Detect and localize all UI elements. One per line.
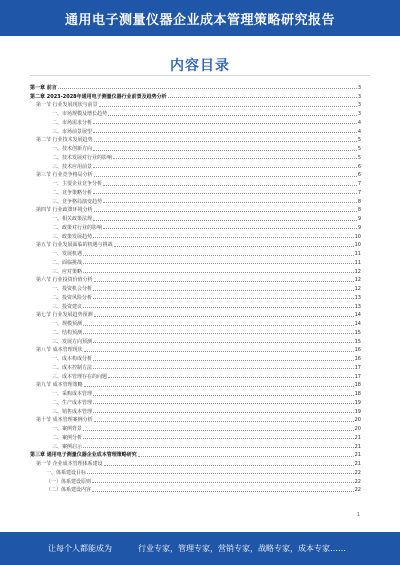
toc-entry[interactable] bbox=[30, 82, 361, 91]
toc-entry-page: 19 bbox=[354, 399, 361, 406]
toc-entry-title: 二、投资风险分析 bbox=[52, 294, 93, 301]
toc-entry-page: 16 bbox=[354, 347, 361, 354]
toc-entry-title: 第四节 行业政策环境分析 bbox=[36, 207, 93, 214]
toc-entry-title: 二、市场需求分析 bbox=[52, 119, 93, 126]
toc-leader-dots bbox=[83, 438, 354, 439]
toc-entry-title: 二、结构预测 bbox=[52, 329, 83, 336]
toc-entry-page: 14 bbox=[354, 321, 361, 327]
toc-entry-page: 10 bbox=[354, 242, 361, 249]
toc-entry-title: 三、投资建议 bbox=[52, 303, 83, 310]
toc-entry-title: 三、发展方向预测 bbox=[52, 338, 93, 345]
toc-leader-dots bbox=[138, 456, 354, 457]
toc-leader-dots bbox=[93, 403, 354, 404]
toc-entry[interactable] bbox=[30, 476, 361, 485]
toc-entry-page: 22 bbox=[354, 487, 361, 494]
toc-entry[interactable] bbox=[30, 310, 361, 319]
toc-entry-page: 8 bbox=[357, 198, 361, 205]
toc-entry-title: 第一章 前言 bbox=[30, 84, 57, 91]
toc-entry-page: 3 bbox=[357, 84, 361, 91]
toc-entry-page: 3 bbox=[357, 102, 361, 109]
toc-entry[interactable] bbox=[30, 117, 361, 126]
toc-leader-dots bbox=[94, 421, 354, 422]
toc-entry-page: 5 bbox=[357, 137, 361, 144]
footer-bar bbox=[0, 532, 400, 565]
toc-entry-page: 3 bbox=[357, 111, 361, 117]
toc-entry[interactable] bbox=[30, 336, 361, 345]
toc-entry-title: 一、规模预测 bbox=[52, 321, 83, 327]
toc-entry-page: 13 bbox=[354, 303, 361, 310]
toc-entry-page: 9 bbox=[357, 216, 361, 222]
toc-entry-title: 三、成本管理存在的问题 bbox=[52, 373, 108, 380]
toc-entry[interactable] bbox=[30, 126, 361, 135]
footer-slogan-right: 行业专家，管理专家，营销专家，战略专家，成本专家…… bbox=[138, 544, 346, 553]
toc-entry-title: （二）体系建设内容 bbox=[46, 487, 92, 494]
toc-entry-title: 第三章 通用电子测量仪器企业成本管理策略研究 bbox=[30, 452, 137, 459]
toc-entry-title: 第一节 企业成本管理体系建设 bbox=[36, 461, 103, 467]
report-title: 通用电子测量仪器企业成本管理策略研究报告 bbox=[64, 13, 335, 28]
toc-entry-page: 5 bbox=[357, 146, 361, 152]
toc-entry[interactable] bbox=[30, 467, 361, 476]
toc-entry-title: 二、政策对行业的影响 bbox=[52, 224, 103, 231]
toc-entry[interactable] bbox=[30, 318, 361, 327]
toc-leader-dots bbox=[108, 377, 354, 378]
toc-leader-dots bbox=[87, 473, 354, 474]
toc-entry-page: 11 bbox=[354, 259, 361, 266]
toc-entry-page: 14 bbox=[354, 312, 361, 319]
toc-leader-dots bbox=[93, 237, 354, 238]
toc-leader-dots bbox=[94, 211, 357, 212]
toc-entry-page: 21 bbox=[354, 452, 361, 459]
toc-entry-page: 17 bbox=[354, 373, 361, 380]
toc-entry-title: 第二章 2023-2028年通用电子测量仪器行业前景及趋势分析 bbox=[30, 93, 167, 100]
toc-entry-page: 18 bbox=[354, 382, 361, 389]
toc-leader-dots bbox=[83, 430, 354, 431]
toc-entry-page: 6 bbox=[357, 172, 361, 179]
toc-entry[interactable] bbox=[30, 257, 361, 266]
toc-leader-dots bbox=[168, 97, 357, 98]
toc-entry-title: 三、案例启示 bbox=[52, 443, 83, 450]
toc-entry-title: 二、面临挑战 bbox=[52, 259, 83, 266]
toc-leader-dots bbox=[84, 351, 354, 352]
toc-entry-page: 9 bbox=[357, 224, 361, 231]
toc-entry[interactable] bbox=[30, 397, 361, 406]
toc-entry-title: 第八节 成本管理现状 bbox=[36, 347, 83, 354]
toc-entry[interactable] bbox=[30, 205, 361, 214]
toc-entry[interactable] bbox=[30, 283, 361, 292]
toc-entry-page: 12 bbox=[354, 268, 361, 275]
toc-leader-dots bbox=[93, 298, 354, 299]
toc-leader-dots bbox=[108, 115, 357, 116]
toc-entry[interactable] bbox=[30, 485, 361, 494]
toc-entry-page: 15 bbox=[354, 338, 361, 345]
toc-entry-title: 第一节 行业发展现状与前景 bbox=[36, 102, 98, 109]
toc-leader-dots bbox=[93, 193, 357, 194]
toc-entry-page: 22 bbox=[354, 469, 361, 476]
toc-entry-title: 三、竞争格局演变趋势 bbox=[52, 198, 103, 205]
toc-leader-dots bbox=[92, 482, 354, 483]
toc-entry-title: 三、销售成本管理 bbox=[52, 408, 93, 415]
table-of-contents bbox=[30, 82, 361, 493]
page-number: 1 bbox=[356, 512, 360, 518]
toc-entry[interactable] bbox=[30, 266, 361, 275]
header-bar bbox=[0, 0, 400, 36]
toc-entry-page: 5 bbox=[357, 154, 361, 161]
toc-leader-dots bbox=[94, 176, 357, 177]
toc-entry-title: 第三节 行业竞争格局分析 bbox=[36, 172, 93, 179]
toc-entry-title: 二、技术发展对行业的影响 bbox=[52, 154, 113, 161]
toc-leader-dots bbox=[83, 307, 354, 308]
toc-entry[interactable] bbox=[30, 371, 361, 380]
toc-entry-page: 10 bbox=[354, 233, 361, 240]
toc-entry-title: 一、案例背景 bbox=[52, 426, 83, 432]
toc-entry-page: 13 bbox=[354, 294, 361, 301]
toc-entry[interactable] bbox=[30, 327, 361, 336]
toc-entry[interactable] bbox=[30, 353, 361, 362]
toc-entry-page: 12 bbox=[354, 277, 361, 284]
toc-leader-dots bbox=[103, 185, 357, 186]
toc-entry[interactable] bbox=[30, 345, 361, 354]
toc-entry[interactable] bbox=[30, 380, 361, 389]
toc-entry-title: 一、体系建设目标 bbox=[46, 469, 87, 476]
toc-entry-page: 8 bbox=[357, 207, 361, 214]
toc-entry-page: 15 bbox=[354, 329, 361, 336]
toc-entry-title: 第七节 行业发展趋势预测 bbox=[36, 312, 93, 319]
toc-leader-dots bbox=[83, 325, 354, 326]
toc-entry[interactable] bbox=[30, 178, 361, 187]
toc-entry-page: 7 bbox=[357, 181, 361, 187]
toc-entry-title: 三、应对策略 bbox=[52, 268, 83, 275]
toc-entry-page: 21 bbox=[354, 443, 361, 450]
toc-entry-title: 一、技术创新方向 bbox=[52, 146, 93, 152]
toc-entry-page: 20 bbox=[354, 417, 361, 424]
toc-entry[interactable] bbox=[30, 108, 361, 117]
toc-entry-title: 二、成本控制方法 bbox=[52, 364, 93, 371]
toc-entry[interactable] bbox=[30, 362, 361, 371]
toc-leader-dots bbox=[93, 290, 354, 291]
toc-leader-dots bbox=[93, 342, 354, 343]
toc-heading-divider bbox=[30, 75, 370, 76]
toc-entry[interactable] bbox=[30, 415, 361, 424]
toc-entry-title: 二、案例分析 bbox=[52, 434, 83, 441]
toc-leader-dots bbox=[93, 150, 357, 151]
toc-entry-title: 一、成本构成分析 bbox=[52, 356, 93, 362]
toc-entry[interactable] bbox=[30, 423, 361, 432]
toc-leader-dots bbox=[93, 132, 357, 133]
toc-leader-dots bbox=[99, 106, 357, 107]
toc-entry-title: 三、技术应用前景 bbox=[52, 163, 93, 170]
toc-entry[interactable] bbox=[30, 450, 361, 459]
toc-leader-dots bbox=[93, 360, 354, 361]
toc-leader-dots bbox=[113, 158, 357, 159]
toc-entry-page: 17 bbox=[354, 364, 361, 371]
toc-leader-dots bbox=[84, 386, 354, 387]
toc-entry[interactable] bbox=[30, 161, 361, 170]
toc-leader-dots bbox=[93, 167, 357, 168]
toc-leader-dots bbox=[83, 272, 354, 273]
toc-entry-title: 一、相关政策法规 bbox=[52, 216, 93, 222]
toc-leader-dots bbox=[93, 123, 357, 124]
toc-entry[interactable] bbox=[30, 100, 361, 109]
toc-entry-page: 20 bbox=[354, 426, 361, 432]
toc-entry-title: 一、发展机遇 bbox=[52, 251, 83, 257]
toc-leader-dots bbox=[114, 246, 354, 247]
toc-entry[interactable] bbox=[30, 222, 361, 231]
toc-leader-dots bbox=[94, 141, 357, 142]
toc-entry-page: 22 bbox=[354, 478, 361, 485]
toc-entry-page: 6 bbox=[357, 163, 361, 170]
toc-entry[interactable] bbox=[30, 91, 361, 100]
toc-leader-dots bbox=[83, 447, 354, 448]
toc-entry[interactable] bbox=[30, 135, 361, 144]
toc-entry-page: 4 bbox=[357, 128, 361, 135]
toc-entry-title: 第二节 行业技术发展趋势 bbox=[36, 137, 93, 144]
toc-entry-page: 12 bbox=[354, 286, 361, 292]
toc-entry-page: 7 bbox=[357, 189, 361, 196]
toc-entry-title: （一）体系建设原则 bbox=[46, 478, 92, 485]
toc-entry-title: 第九节 成本管理策略 bbox=[36, 382, 83, 389]
toc-entry-title: 二、生产成本管理 bbox=[52, 399, 93, 406]
toc-leader-dots bbox=[103, 202, 357, 203]
toc-entry-title: 三、政策发展趋势 bbox=[52, 233, 93, 240]
toc-entry[interactable] bbox=[30, 458, 361, 467]
toc-entry[interactable] bbox=[30, 301, 361, 310]
toc-entry-page: 21 bbox=[354, 434, 361, 441]
toc-entry[interactable] bbox=[30, 388, 361, 397]
toc-leader-dots bbox=[83, 255, 354, 256]
toc-entry-page: 11 bbox=[354, 251, 361, 257]
toc-entry-page: 16 bbox=[354, 356, 361, 362]
toc-entry[interactable] bbox=[30, 152, 361, 161]
toc-entry[interactable] bbox=[30, 170, 361, 179]
toc-entry-title: 二、竞争策略分析 bbox=[52, 189, 93, 196]
toc-entry-page: 18 bbox=[354, 391, 361, 397]
toc-entry[interactable] bbox=[30, 240, 361, 249]
toc-entry-page: 19 bbox=[354, 408, 361, 415]
toc-leader-dots bbox=[94, 316, 354, 317]
toc-entry-page: 4 bbox=[357, 119, 361, 126]
toc-entry[interactable] bbox=[30, 143, 361, 152]
footer-slogan-left: 让每个人都能成为 bbox=[48, 544, 112, 553]
toc-entry[interactable] bbox=[30, 248, 361, 257]
toc-entry[interactable] bbox=[30, 292, 361, 301]
toc-leader-dots bbox=[93, 220, 357, 221]
toc-entry[interactable] bbox=[30, 196, 361, 205]
toc-entry-page: 21 bbox=[354, 461, 361, 467]
toc-entry-title: 一、市场规模及增长趋势 bbox=[52, 111, 108, 117]
toc-entry-page: 3 bbox=[357, 93, 361, 100]
toc-leader-dots bbox=[93, 412, 354, 413]
toc-entry-title: 一、主要企业竞争分析 bbox=[52, 181, 103, 187]
toc-entry-title: 第六节 行业投资价值分析 bbox=[36, 277, 93, 284]
toc-leader-dots bbox=[93, 368, 354, 369]
toc-entry[interactable] bbox=[30, 187, 361, 196]
toc-entry-title: 三、市场前景展望 bbox=[52, 128, 93, 135]
toc-entry[interactable] bbox=[30, 432, 361, 441]
toc-leader-dots bbox=[103, 228, 357, 229]
toc-leader-dots bbox=[83, 333, 354, 334]
toc-heading: 内容目录 bbox=[170, 58, 230, 74]
toc-entry-title: 第十节 成本管理案例分析 bbox=[36, 417, 93, 424]
toc-leader-dots bbox=[93, 395, 354, 396]
toc-entry[interactable] bbox=[30, 213, 361, 222]
toc-leader-dots bbox=[92, 491, 354, 492]
toc-leader-dots bbox=[94, 281, 354, 282]
toc-entry[interactable] bbox=[30, 441, 361, 450]
toc-entry[interactable] bbox=[30, 231, 361, 240]
toc-entry-title: 一、采购成本管理 bbox=[52, 391, 93, 397]
toc-entry-title: 第五节 行业发展面临的机遇与挑战 bbox=[36, 242, 113, 249]
toc-leader-dots bbox=[83, 263, 354, 264]
toc-entry-title: 一、投资机会分析 bbox=[52, 286, 93, 292]
toc-entry[interactable] bbox=[30, 275, 361, 284]
toc-leader-dots bbox=[58, 88, 357, 89]
toc-leader-dots bbox=[104, 465, 354, 466]
toc-entry[interactable] bbox=[30, 406, 361, 415]
